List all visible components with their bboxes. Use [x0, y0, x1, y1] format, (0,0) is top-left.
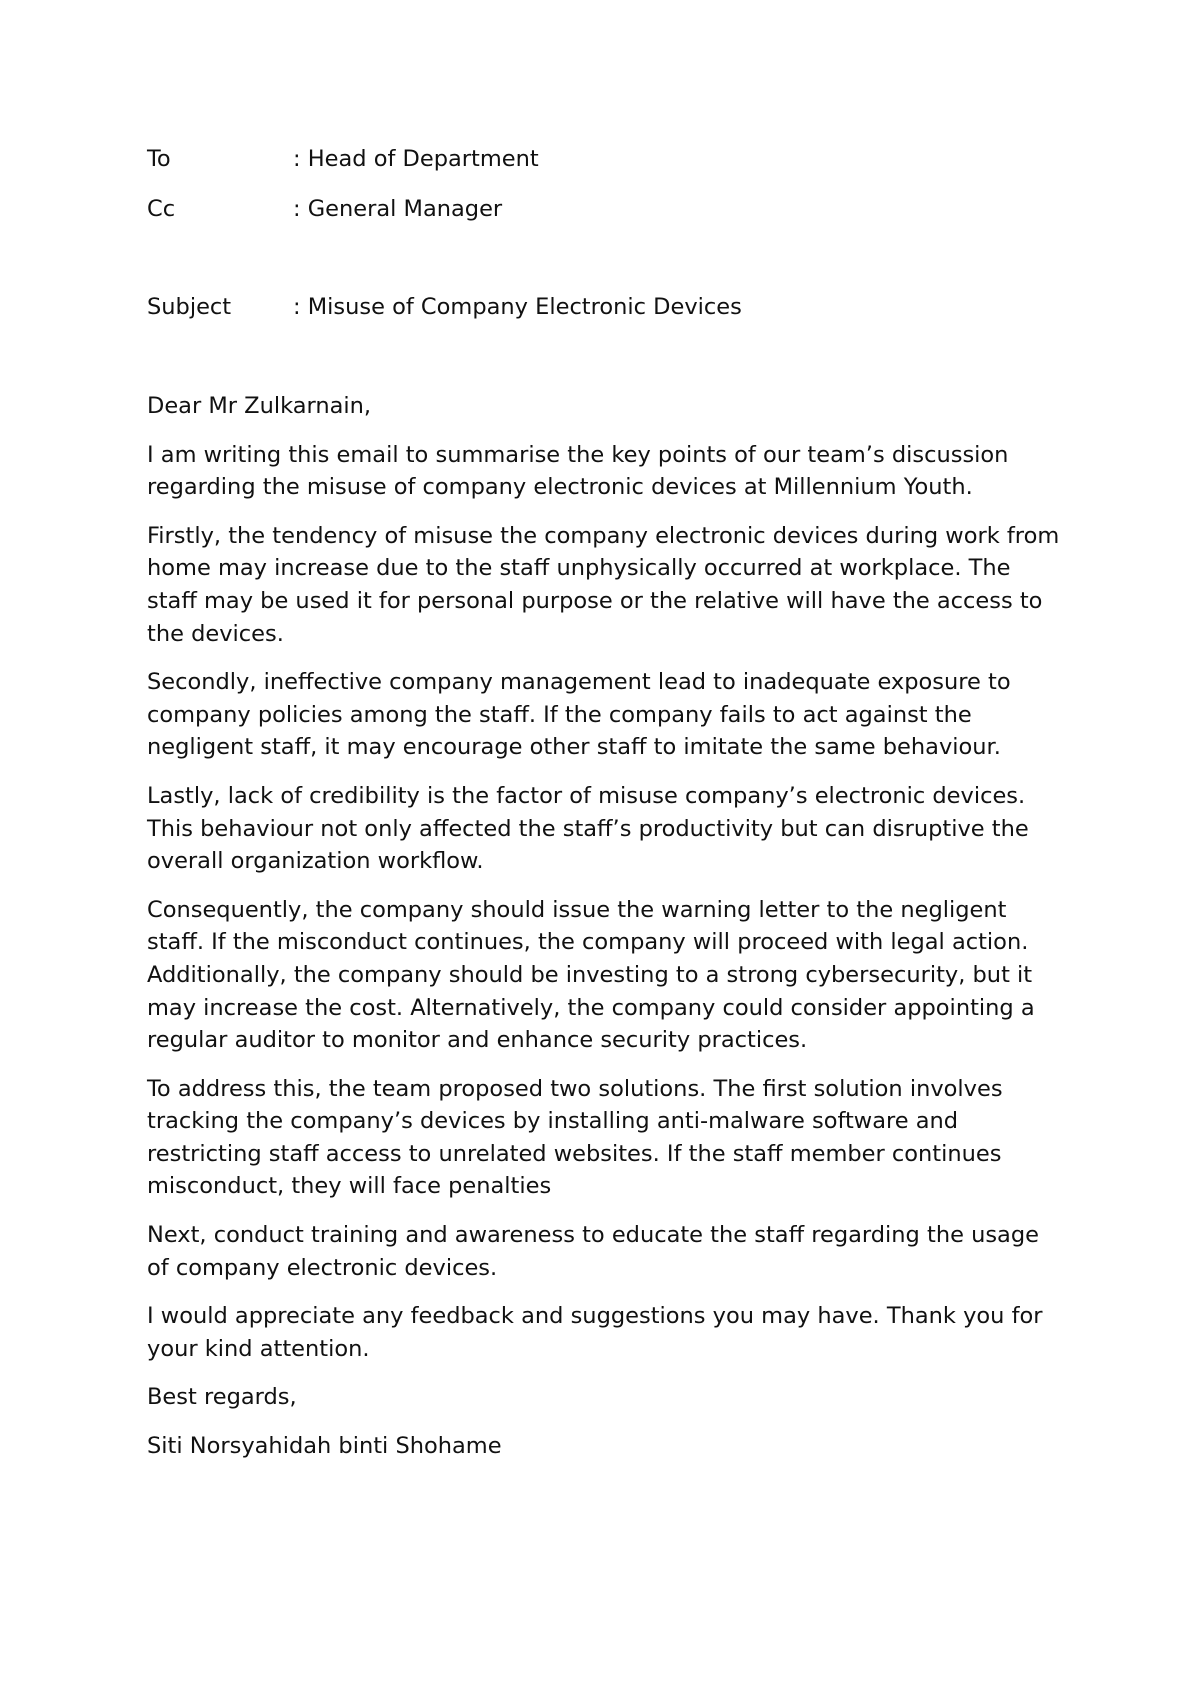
paragraph-appreciation: I would appreciate any feedback and suggestions you may have. Thank you for your kind attention.	[147, 1303, 1043, 1362]
subject-line	[147, 291, 742, 323]
to-label: To	[147, 146, 171, 172]
subject-label: Subject	[147, 294, 232, 320]
letter-body	[147, 390, 1067, 1479]
paragraph-training: Next, conduct training and awareness to educate the staff regarding the usage of company electronic devices.	[147, 1222, 1039, 1281]
to-value: : Head of Department	[293, 146, 539, 172]
salutation: Dear Mr Zulkarnain,	[147, 393, 372, 419]
paragraph-intro: I am writing this email to summarise the key points of our team’s discussion regarding the misuse of company electronic devices at Millennium Youth.	[147, 441, 1009, 501]
paragraph-firstly: Firstly, the tendency of misuse the company electronic devices during work from home may increase due to the staff unphysically occurred at workplace. The staff may be used it for personal purpose or the relative will have the access to the devices.	[147, 522, 1060, 647]
document-page	[147, 0, 1067, 1696]
paragraph-solutions: To address this, the team proposed two solutions. The first solution involves tracking the company’s devices by installing anti-malware software and restricting staff access to unrelated websites. If the staff member continues misconduct, they will face penalties	[147, 1075, 1003, 1200]
paragraph-secondly: Secondly, ineffective company management lead to inadequate exposure to company policies among the staff. If the company fails to act against the negligent staff, it may encourage other staff to imitate the same behaviour.	[147, 669, 1011, 761]
cc-value: : General Manager	[293, 196, 503, 222]
subject-value: : Misuse of Company Electronic Devices	[293, 294, 742, 320]
closing: Best regards,	[147, 1384, 297, 1411]
paragraph-consequently: Consequently, the company should issue the warning letter to the negligent staff. If the misconduct continues, the company will proceed with legal action. Additionally, the company should be investing to a strong cybersecurity, but it may increase the cost. Alternatively, the company could consider appointing a regular auditor to monitor and enhance security practices.	[147, 896, 1035, 1054]
cc-label: Cc	[147, 196, 176, 222]
signature: Siti Norsyahidah binti Shohame	[147, 1433, 502, 1460]
to-line	[147, 143, 539, 175]
paragraph-lastly: Lastly, lack of credibility is the factor of misuse company’s electronic devices. This behaviour not only affected the staff’s productivity but can disruptive the overall organization workflow.	[147, 782, 1029, 875]
cc-line	[147, 193, 502, 225]
